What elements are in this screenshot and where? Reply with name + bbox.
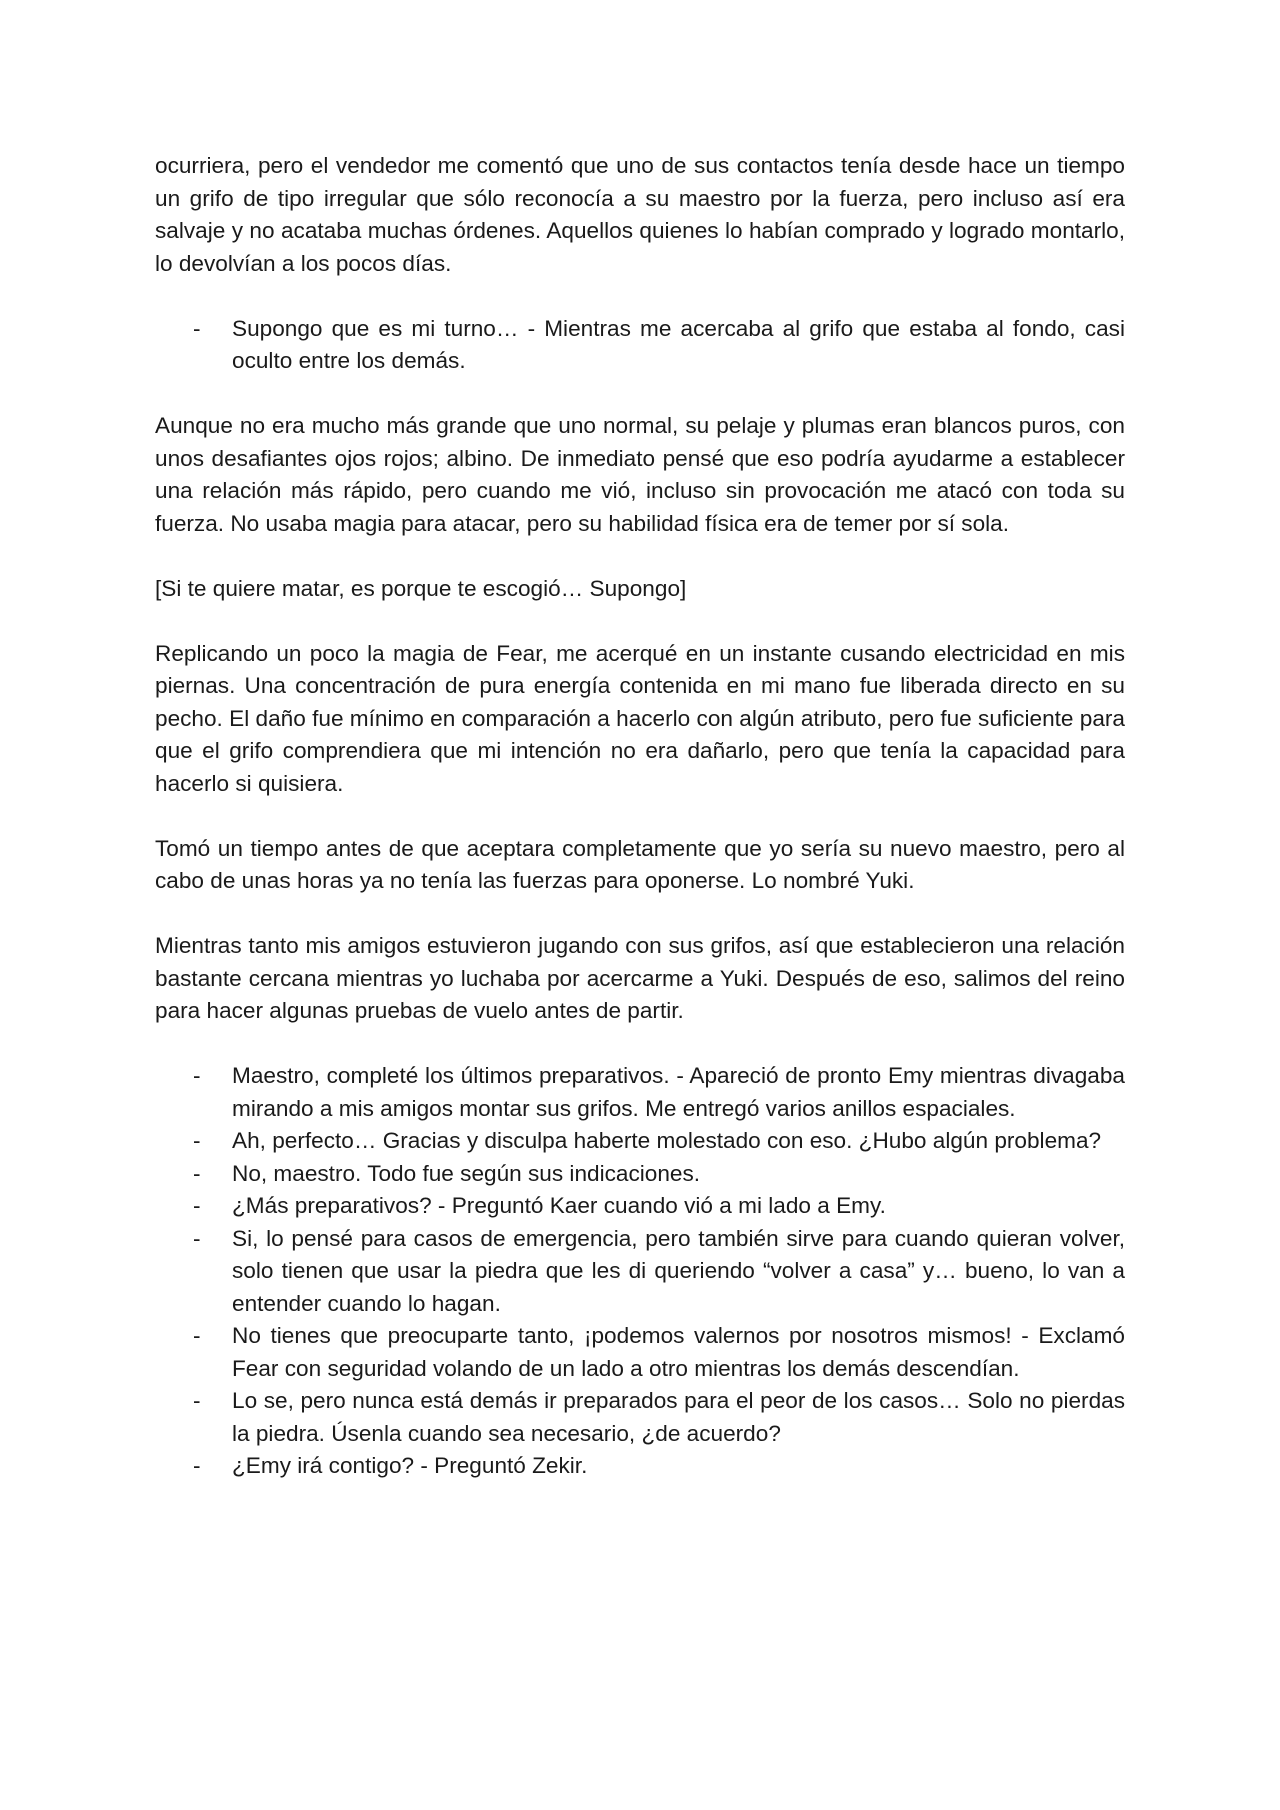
dialogue-line: [155, 1385, 1125, 1450]
paragraph: Mientras tanto mis amigos estuvieron jugando con sus grifos, así que establecieron una relación bastante cercana mientras yo luchaba por acercarme a Yuki. Después de eso, salimos del reino para hacer algunas pruebas de vuelo antes de partir.: [155, 933, 1125, 1023]
dash-marker: -: [193, 1388, 201, 1413]
dialogue-list: [155, 1060, 1125, 1483]
dash-marker: -: [193, 1323, 201, 1348]
dialogue-text: Lo se, pero nunca está demás ir preparados para el peor de los casos… Solo no pierdas la piedra. Úsenla cuando sea necesario, ¿de acuerdo?: [232, 1388, 1125, 1446]
dash-marker: -: [193, 1193, 201, 1218]
dialogue-line: [155, 1320, 1125, 1385]
dialogue-line: [155, 1450, 1125, 1483]
dialogue-line: [155, 1060, 1125, 1125]
dash-marker: -: [193, 1128, 201, 1153]
dialogue-line: [155, 1190, 1125, 1223]
dialogue-text: ¿Emy irá contigo? - Preguntó Zekir.: [232, 1453, 588, 1478]
paragraph: [Si te quiere matar, es porque te escogió… Supongo]: [155, 575, 687, 601]
dialogue-text: Maestro, completé los últimos preparativos. - Apareció de pronto Emy mientras divagaba mirando a mis amigos montar sus grifos. Me entregó varios anillos espaciales.: [232, 1063, 1125, 1121]
dialogue-text: Si, lo pensé para casos de emergencia, pero también sirve para cuando quieran volver, solo tienen que usar la piedra que les di queriendo “volver a casa” y… bueno, lo van a entender cuando lo hagan.: [232, 1225, 1125, 1316]
paragraph: Aunque no era mucho más grande que uno normal, su pelaje y plumas eran blancos puros, con unos desafiantes ojos rojos; albino. De inmediato pensé que eso podría ayudarme a establecer una relación más rápido, pero cuando me vió, incluso sin provocación me atacó con toda su fuerza. No usaba magia para atacar, pero su habilidad física era de temer por sí sola.: [155, 413, 1125, 536]
dash-marker: -: [193, 1453, 201, 1478]
dialogue-list: [155, 313, 1125, 378]
dialogue-text: Supongo que es mi turno… - Mientras me acercaba al grifo que estaba al fondo, casi oculto entre los demás.: [232, 315, 1125, 373]
paragraph: Tomó un tiempo antes de que aceptara completamente que yo sería su nuevo maestro, pero al cabo de unas horas ya no tenía las fuerzas para oponerse. Lo nombré Yuki.: [155, 835, 1125, 893]
document-page: [155, 150, 1125, 1515]
dialogue-text: Ah, perfecto… Gracias y disculpa haberte molestado con eso. ¿Hubo algún problema?: [232, 1128, 1102, 1153]
dash-marker: -: [193, 1225, 201, 1251]
dialogue-text: ¿Más preparativos? - Preguntó Kaer cuando vió a mi lado a Emy.: [232, 1193, 886, 1218]
dash-marker: -: [193, 1063, 201, 1088]
dash-marker: -: [193, 315, 201, 341]
dialogue-line: [155, 313, 1125, 378]
dialogue-text: No tienes que preocuparte tanto, ¡podemos valernos por nosotros mismos! - Exclamó Fear con seguridad volando de un lado a otro mientras los demás descendían.: [232, 1323, 1125, 1381]
dash-marker: -: [193, 1160, 201, 1186]
paragraph: Replicando un poco la magia de Fear, me acerqué en un instante cusando electricidad en mis piernas. Una concentración de pura energía contenida en mi mano fue liberada directo en su pecho. El daño fue mínimo en comparación a hacerlo con algún atributo, pero fue suficiente para que el grifo comprendiera que mi intención no era dañarlo, pero que tenía la capacidad para hacerlo si quisiera.: [155, 640, 1125, 796]
dialogue-line: [155, 1223, 1125, 1321]
dialogue-line: [155, 1158, 1125, 1191]
dialogue-text: No, maestro. Todo fue según sus indicaciones.: [232, 1160, 701, 1186]
paragraph: ocurriera, pero el vendedor me comentó que uno de sus contactos tenía desde hace un tiempo un grifo de tipo irregular que sólo reconocía a su maestro por la fuerza, pero incluso así era salvaje y no acataba muchas órdenes. Aquellos quienes lo habían comprado y logrado montarlo, lo devolvían a los pocos días.: [155, 153, 1125, 276]
dialogue-line: [155, 1125, 1125, 1158]
